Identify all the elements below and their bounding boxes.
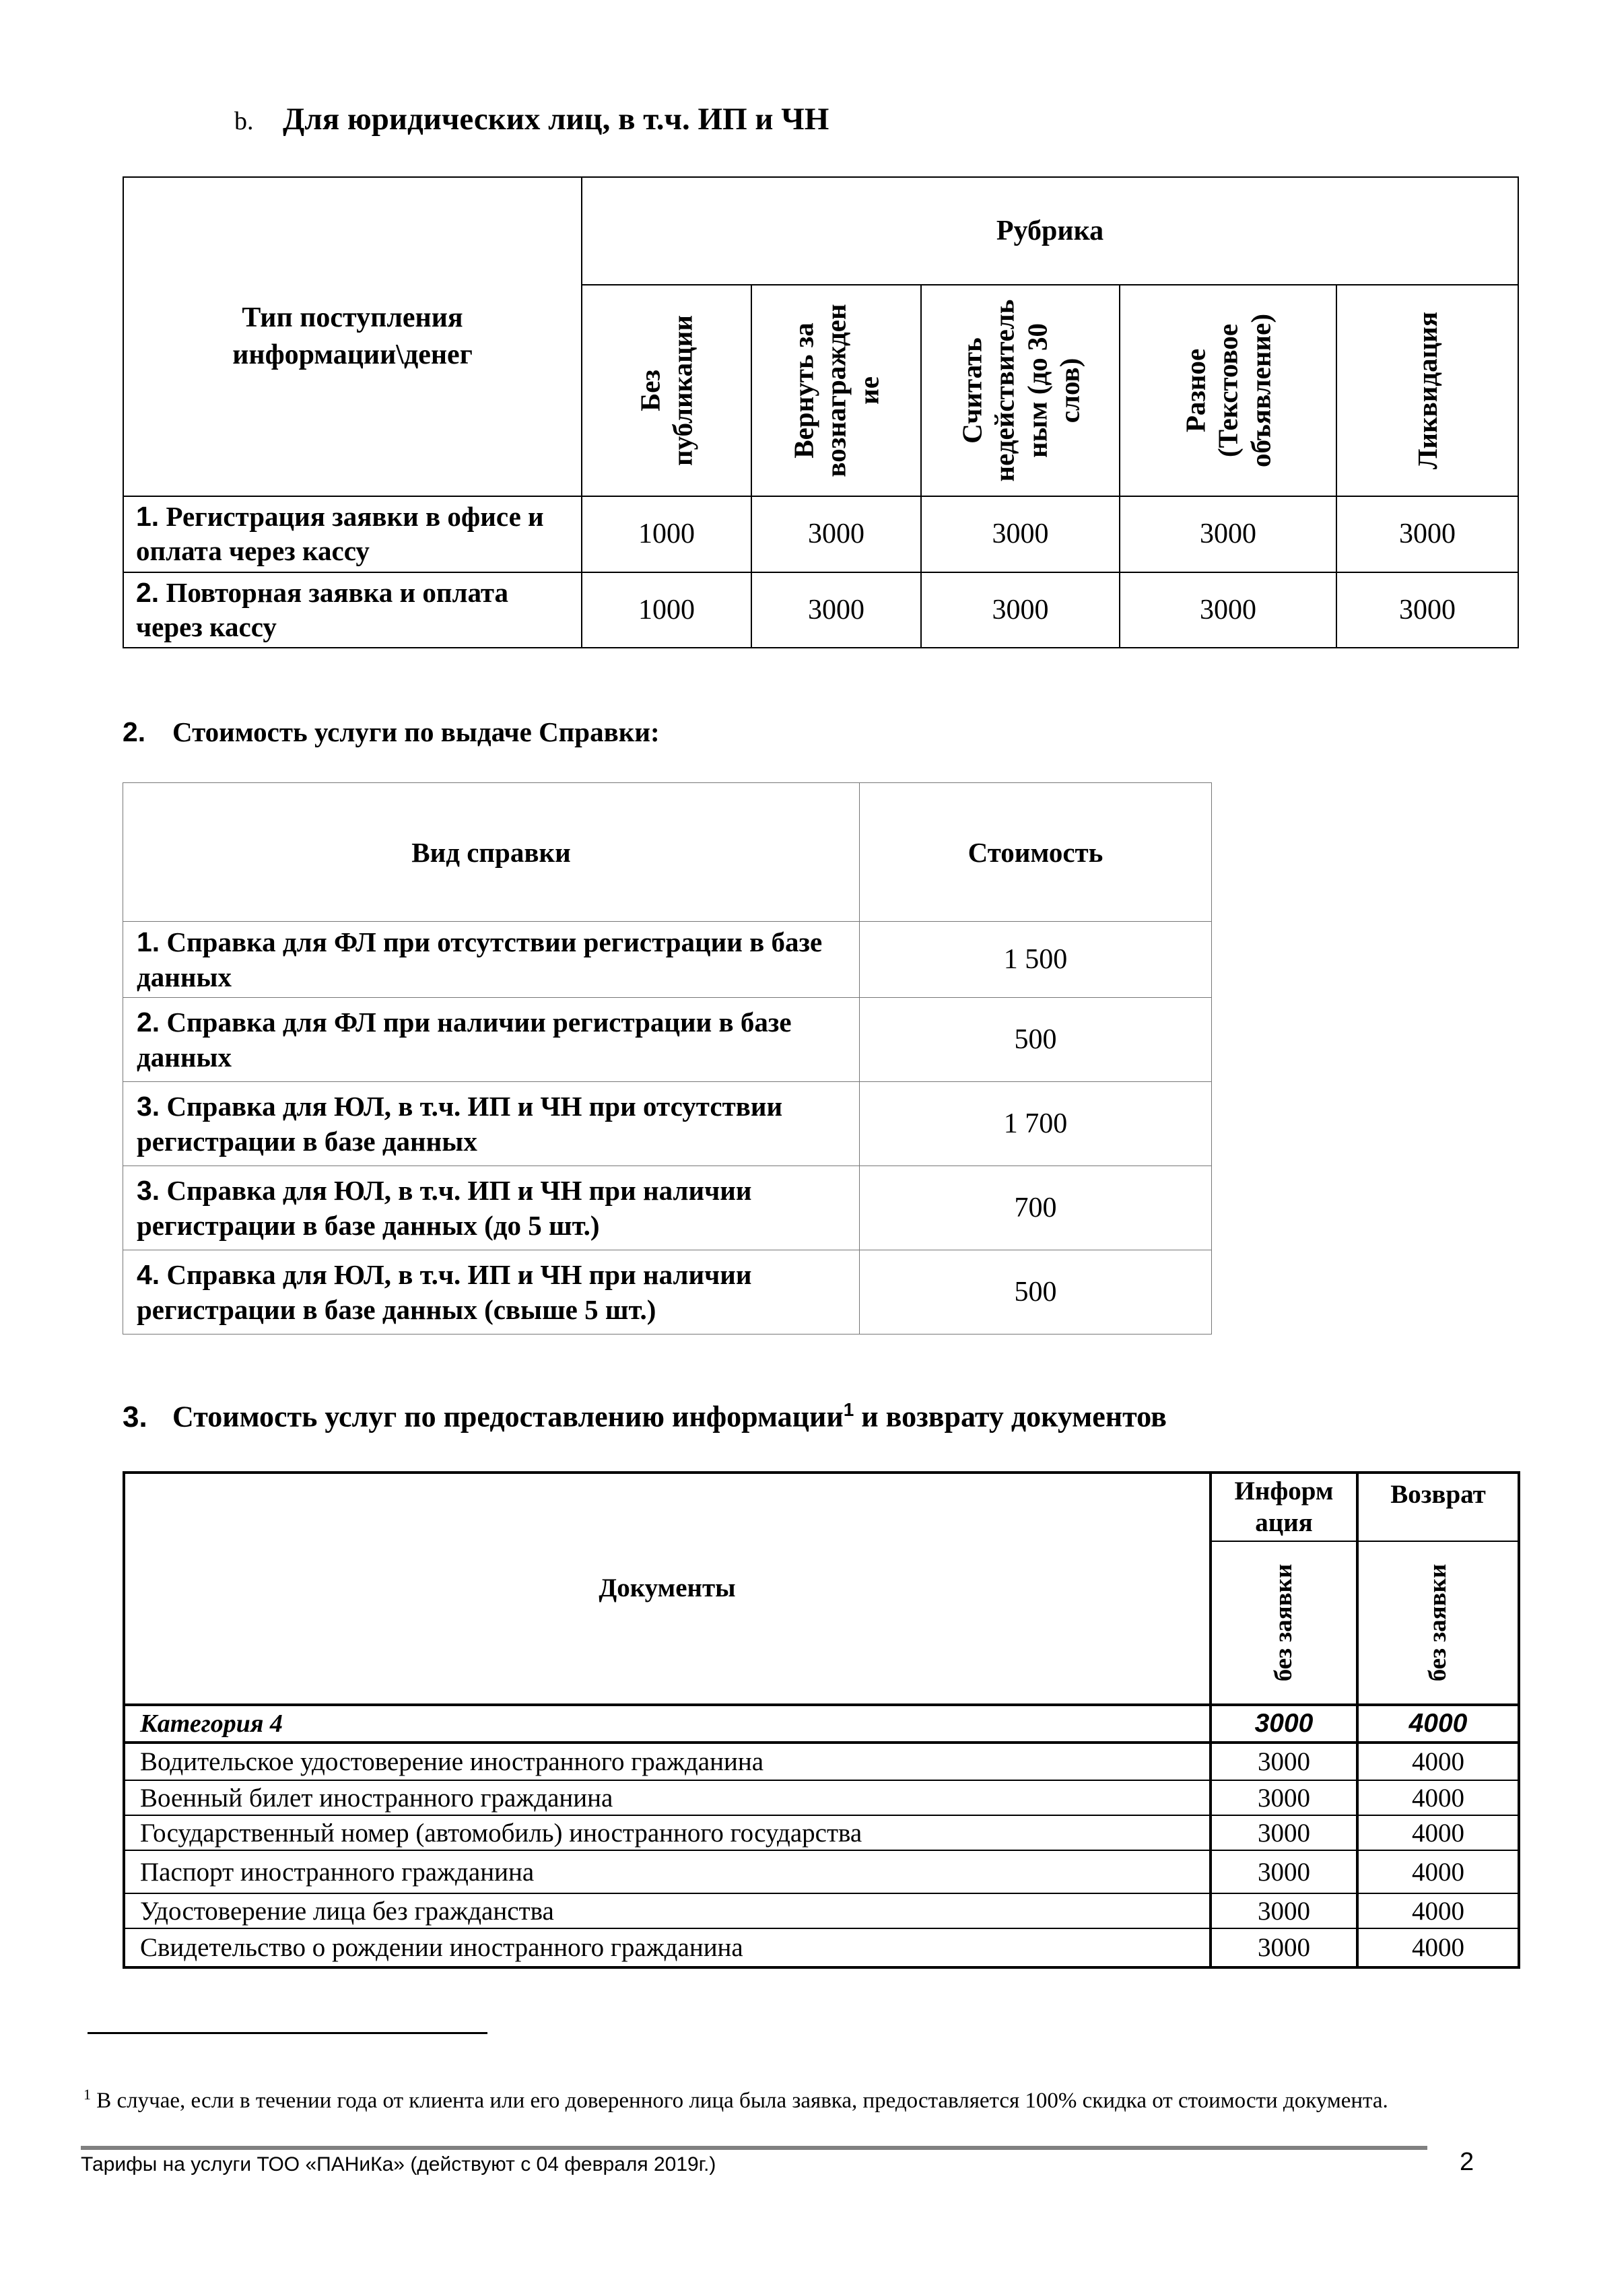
table-cell: 1000 [582,496,751,572]
table-cell: 3000 [1211,1780,1357,1815]
row-number: 3. [137,1091,160,1122]
row-number: 1. [137,926,160,957]
category-return-value: 4000 [1357,1705,1519,1743]
table-cell: 1 700 [860,1082,1212,1166]
section-b-marker: b. [234,107,254,135]
footnote-marker: 1 [83,2086,91,2103]
table-row [124,1815,1519,1850]
table-row [124,1743,1519,1780]
document-name: Военный билет иностранного гражданина [124,1780,1211,1815]
table2-row-label [123,1166,860,1250]
table1-row-header [123,177,582,496]
table1-row-label [123,572,582,648]
table-cell: 1 500 [860,922,1212,998]
section-3-number: 3. [123,1400,147,1433]
footnote-text: В случае, если в течении года от клиента или его доверенного лица была заявка, предоставляется 100% скидка от стоимости документа. [91,2089,1388,2113]
section-b-title: Для юридических лиц, в т.ч. ИП и ЧН [283,102,829,137]
table1-col-header-text: Без публикации [634,314,698,467]
table3-return-header: Возврат [1357,1473,1519,1541]
table1-col-header-text: Разное (Текстовое объявление) [1180,314,1277,467]
document-name: Паспорт иностранного гражданина [124,1850,1211,1893]
table3-info-subheader [1211,1541,1357,1705]
table-cell: 3000 [1336,496,1518,572]
table-cell: 3000 [1211,1815,1357,1850]
category-row [124,1705,1519,1743]
table-row [123,572,1518,648]
section-3-title: Стоимость услуг по предоставлению информации [172,1400,844,1433]
table-cell: 3000 [1211,1928,1357,1967]
table-row [123,1250,1212,1335]
table-cell: 3000 [751,496,921,572]
table1-col-header-text: Считать недействитель ным (до 30 слов) [955,299,1085,482]
category-label: Категория 4 [124,1705,1211,1743]
document-name: Удостоверение лица без гражданства [124,1893,1211,1928]
section-2-number: 2. [123,716,146,747]
table-cell: 4000 [1357,1743,1519,1780]
table-cell: 3000 [1336,572,1518,648]
documents-price-table [123,1471,1520,1969]
table-row [124,1928,1519,1967]
table-cell: 4000 [1357,1928,1519,1967]
table-row [123,1082,1212,1166]
table3-info-subheader-text: без заявки [1269,1563,1297,1682]
table-cell: 3000 [1211,1743,1357,1780]
category-info-value: 3000 [1211,1705,1357,1743]
row-label-text: Справка для ЮЛ, в т.ч. ИП и ЧН при отсутствии регистрации в базе данных [137,1091,783,1157]
table-cell: 3000 [1120,572,1336,648]
tariff-table-legal-entities [123,176,1519,648]
table-row [123,496,1518,572]
table-cell: 3000 [751,572,921,648]
table-cell: 1000 [582,572,751,648]
table-cell: 3000 [1211,1850,1357,1893]
page-number: 2 [1460,2148,1474,2176]
table-cell: 4000 [1357,1850,1519,1893]
row-number: 2. [136,576,160,608]
table1-col-header [921,285,1120,496]
table3-documents-header: Документы [124,1473,1211,1705]
footer-divider [81,2146,1427,2150]
table-row [124,1780,1519,1815]
table-cell: 3000 [921,496,1120,572]
table1-group-header: Рубрика [582,177,1518,285]
table-cell: 4000 [1357,1815,1519,1850]
section-2-heading [123,716,660,748]
table3-return-subheader [1357,1541,1519,1705]
table1-row-header-text: Тип поступления информации\денег [232,302,473,370]
table-cell: 700 [860,1166,1212,1250]
table-row [123,998,1212,1082]
table2-row-label [123,1250,860,1335]
table-row [123,1166,1212,1250]
footnote-separator [88,2032,487,2034]
row-label-text: Справка для ЮЛ, в т.ч. ИП и ЧН при наличии регистрации в базе данных (свыше 5 шт.) [137,1259,752,1326]
table-row [124,1850,1519,1893]
section-b-heading [234,101,829,137]
row-label-text: Справка для ФЛ при наличии регистрации в базе данных [137,1007,792,1073]
table3-info-header: Информ ация [1211,1473,1357,1541]
document-name: Государственный номер (автомобиль) иностранного государства [124,1815,1211,1850]
section-2-title: Стоимость услуги по выдаче Справки: [172,716,660,747]
table2-col-price-header: Стоимость [860,783,1212,922]
footnote-ref[interactable]: 1 [843,1399,854,1420]
footer-text: Тарифы на услуги ТОО «ПАНиКа» (действуют с 04 февраля 2019г.) [81,2153,716,2175]
document-name: Свидетельство о рождении иностранного гражданина [124,1928,1211,1967]
table2-row-label [123,998,860,1082]
section-3-heading [123,1399,1167,1434]
certificate-price-table [123,782,1212,1335]
table1-col-header [582,285,751,496]
row-number: 3. [137,1175,160,1207]
table-cell: 500 [860,1250,1212,1335]
table-cell: 4000 [1357,1780,1519,1815]
table-cell: 3000 [1211,1893,1357,1928]
row-number: 4. [137,1259,160,1291]
table1-col-header [1336,285,1518,496]
table-row [123,922,1212,998]
table-cell: 3000 [921,572,1120,648]
row-number: 1. [136,501,160,532]
table1-col-header-text: Вернуть за вознагражден ие [788,304,885,477]
document-name: Водительское удостоверение иностранного гражданина [124,1743,1211,1780]
section-3-title-rest: и возврату документов [854,1400,1167,1433]
table1-col-header-text: Ликвидация [1411,311,1443,470]
table2-col-type-header: Вид справки [123,783,860,922]
row-label-text: Справка для ЮЛ, в т.ч. ИП и ЧН при наличии регистрации в базе данных (до 5 шт.) [137,1175,752,1242]
row-label-text: Справка для ФЛ при отсутствии регистрации в базе данных [137,926,823,993]
row-label-text: Регистрация заявки в офисе и оплата через кассу [136,501,544,567]
table-cell: 500 [860,998,1212,1082]
table-row [124,1893,1519,1928]
table1-col-header [1120,285,1336,496]
table3-return-subheader-text: без заявки [1423,1563,1452,1682]
table2-row-label [123,1082,860,1166]
table-cell: 4000 [1357,1893,1519,1928]
table1-row-label [123,496,582,572]
footnote [83,2085,1484,2116]
table-cell: 3000 [1120,496,1336,572]
row-number: 2. [137,1007,160,1038]
row-label-text: Повторная заявка и оплата через кассу [136,576,509,642]
table1-col-header [751,285,921,496]
table2-row-label [123,922,860,998]
